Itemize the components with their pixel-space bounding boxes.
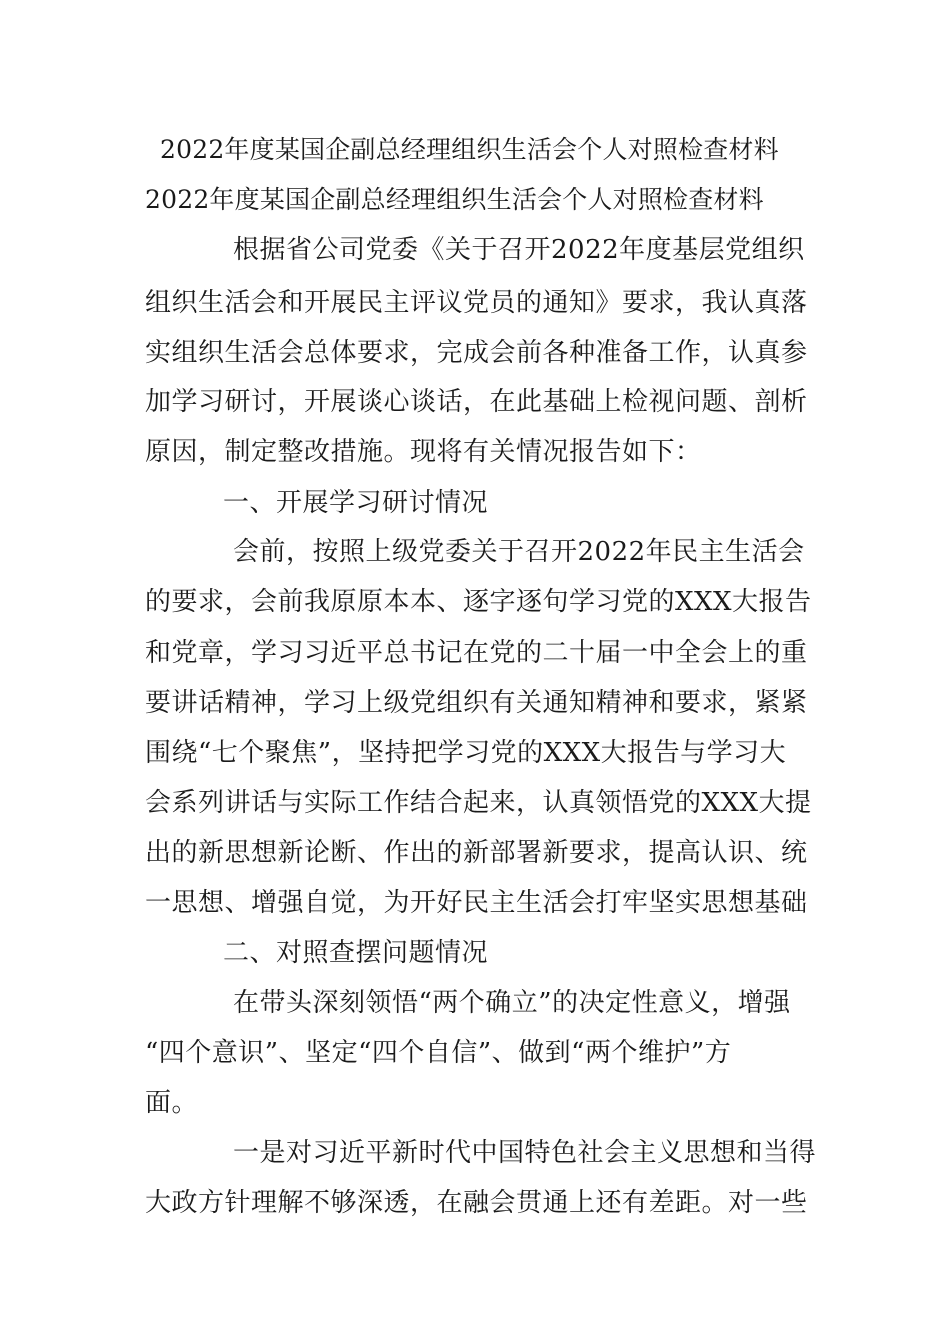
- body-line: 在带头深刻领悟“两个确立”的决定性意义，增强: [233, 988, 791, 1018]
- body-line: 实组织生活会总体要求，完成会前各种准备工作，认真参: [145, 338, 808, 368]
- section-heading: 二、对照查摆问题情况: [223, 938, 489, 968]
- body-line: 原因，制定整改措施。现将有关情况报告如下：: [145, 437, 702, 467]
- body-line: 一思想、增强自觉，为开好民主生活会打牢坚实思想基础: [145, 888, 808, 918]
- body-line: 组织生活会和开展民主评议党员的通知》要求，我认真落: [145, 288, 808, 318]
- body-line: “四个意识”、坚定“四个自信”、做到“两个维护”方: [145, 1038, 732, 1068]
- body-line: 大政方针理解不够深透，在融会贯通上还有差距。对一些: [145, 1188, 808, 1218]
- body-line: 加学习研讨，开展谈心谈话，在此基础上检视问题、剖析: [145, 387, 808, 417]
- document-title-line-2: 2022年度某国企副总经理组织生活会个人对照检查材料: [145, 185, 764, 214]
- body-line: 一是对习近平新时代中国特色社会主义思想和当得: [233, 1138, 817, 1168]
- body-line: 会系列讲话与实际工作结合起来，认真领悟党的XXX大提: [145, 788, 812, 818]
- body-line: 要讲话精神，学习上级党组织有关通知精神和要求，紧紧: [145, 688, 808, 718]
- body-line: 和党章，学习习近平总书记在党的二十届一中全会上的重: [145, 638, 808, 668]
- body-line: 面。: [145, 1088, 199, 1118]
- body-line: 出的新思想新论断、作出的新部署新要求，提高认识、统: [145, 838, 808, 868]
- body-line: 根据省公司党委《关于召开2022年度基层党组织: [233, 235, 805, 265]
- document-title-line-1: 2022年度某国企副总经理组织生活会个人对照检查材料: [160, 135, 779, 164]
- body-line: 的要求，会前我原原本本、逐字逐句学习党的XXX大报告: [145, 587, 812, 617]
- body-line: 围绕“七个聚焦”，坚持把学习党的XXX大报告与学习大: [145, 738, 787, 768]
- section-heading: 一、开展学习研讨情况: [223, 488, 489, 518]
- body-line: 会前，按照上级党委关于召开2022年民主生活会: [233, 537, 805, 567]
